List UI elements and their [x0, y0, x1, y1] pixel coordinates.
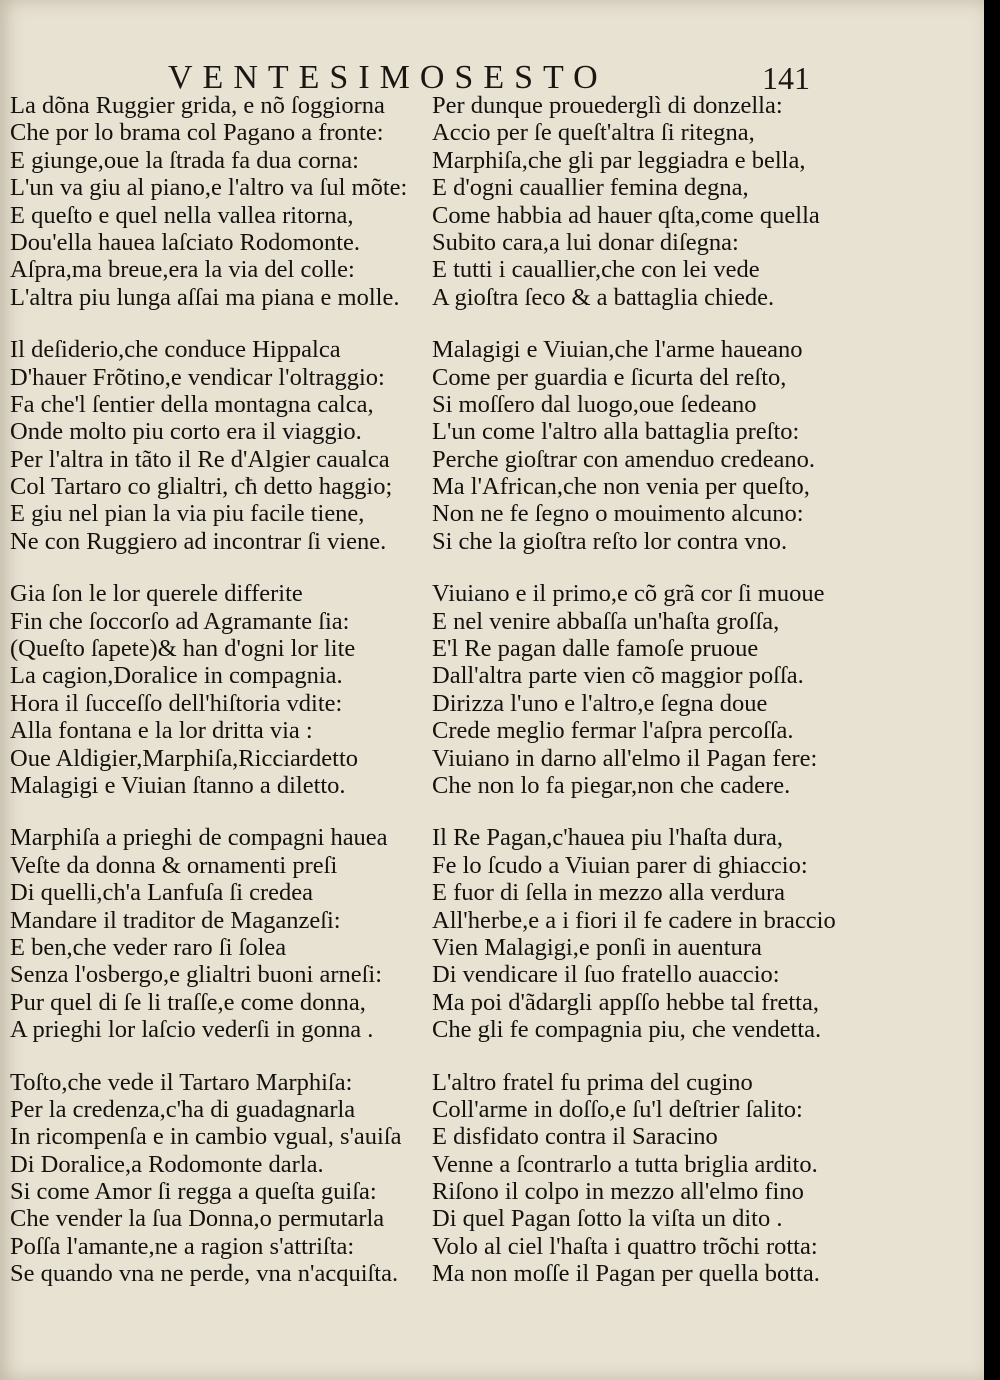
verse-line: Di vendicare il ſuo fratello auaccio: [432, 961, 780, 989]
verse-line: E d'ogni cauallier femina degna, [432, 174, 749, 202]
verse-line: La dõna Ruggier grida, e nõ ſoggiorna [10, 92, 385, 119]
verse-line: Accio per ſe queſt'altra ſi ritegna, [432, 119, 755, 147]
verse-line: L'altra piu lunga aſſai ma piana e molle. [10, 283, 400, 311]
verse-line: Per dunque prouederglì di donzella: [432, 92, 783, 119]
verse-line: Subito cara,a lui donar diſegna: [432, 228, 739, 256]
stanza [10, 336, 430, 555]
verse-line: Che vender la ſua Donna,o permutarla [10, 1205, 385, 1233]
verse-line: Di quel Pagan ſotto la viſta un dito . [432, 1205, 783, 1233]
verse-line: Come per guardia e ſicurta del reſto, [432, 363, 787, 391]
verse-line: Volo al ciel l'haſta i quattro trõchi rotta: [432, 1232, 818, 1260]
verse-line: All'herbe,e a i fiori il fe cadere in braccio [432, 906, 836, 934]
verse-line: Col Tartaro co glialtri, cħ detto haggio; [10, 473, 393, 501]
verse-line: L'un come l'altro alla battaglia preſto: [432, 418, 800, 446]
stanza [432, 824, 852, 1043]
verse-line: Di quelli,ch'a Lanfuſa ſi credea [10, 879, 314, 907]
verse-line: L'altro fratel fu prima del cugino [432, 1068, 753, 1096]
verse-line: A prieghi lor laſcio vederſi in gonna . [10, 1016, 374, 1044]
verse-line: Si moſſero dal luogo,oue ſedeano [432, 390, 757, 418]
stanza [10, 824, 430, 1043]
verse-line: Aſpra,ma breue,era la via del colle: [10, 256, 355, 284]
verse-line: Ma non moſſe il Pagan per quella botta. [432, 1260, 820, 1288]
verse-line: Ne con Ruggiero ad incontrar ſi viene. [10, 527, 387, 555]
stanza [10, 92, 430, 311]
verse-line: Viuiano in darno all'elmo il Pagan fere: [432, 744, 818, 772]
stanza [10, 1069, 430, 1288]
verse-line: Ma poi d'ãdargli appſſo hebbe tal fretta, [432, 988, 819, 1016]
verse-line: Gia ſon le lor querele differite [10, 580, 303, 608]
verse-line: E disfidato contra il Saracino [432, 1123, 718, 1151]
verse-line: Poſſa l'amante,ne a ragion s'attriſta: [10, 1232, 355, 1260]
verse-line: E ben,che veder raro ſi ſolea [10, 933, 287, 961]
verse-line: E queſto e quel nella vallea ritorna, [10, 201, 354, 229]
verse-line: Coll'arme in doſſo,e ſu'l deſtrier ſalito: [432, 1095, 803, 1123]
verse-line: Marphiſa a prieghi de compagni hauea [10, 824, 388, 852]
verse-line: Senza l'osbergo,e glialtri buoni arneſi: [10, 961, 383, 989]
right-column [432, 92, 852, 1313]
folio-number: 141 [762, 60, 810, 96]
verse-line: Hora il ſucceſſo dell'hiſtoria vdite: [10, 689, 343, 717]
verse-line: Crede meglio fermar l'aſpra percoſſa. [432, 717, 794, 745]
verse-line: Fa che'l ſentier della montagna calca, [10, 390, 374, 418]
verse-line: Di Doralice,a Rodomonte darla. [10, 1150, 324, 1178]
verse-line: Il deſiderio,che conduce Hippalca [10, 336, 341, 364]
verse-line: Ma l'African,che non venia per queſto, [432, 473, 810, 501]
verse-line: E giu nel pian la via piu facile tiene, [10, 500, 365, 528]
verse-line: Marphiſa,che gli par leggiadra e bella, [432, 146, 806, 174]
verse-line: Alla fontana e la lor dritta via : [10, 717, 313, 745]
verse-line: Toſto,che vede il Tartaro Marphiſa: [10, 1068, 353, 1096]
verse-line: Vien Malagigi,e ponſi in auentura [432, 933, 762, 961]
verse-line: Venne a ſcontrarlo a tutta briglia ardito. [432, 1150, 818, 1178]
verse-line: La cagion,Doralice in compagnia. [10, 662, 343, 690]
verse-line: Non ne fe ſegno o mouimento alcuno: [432, 500, 804, 528]
verse-line: Si come Amor ſi regga a queſta guiſa: [10, 1178, 377, 1206]
verse-line: E tutti i cauallier,che con lei vede [432, 256, 760, 284]
verse-line: Onde molto piu corto era il viaggio. [10, 418, 362, 446]
verse-line: E fuor di ſella in mezzo alla verdura [432, 879, 786, 907]
scan-border [984, 0, 1000, 1380]
verse-line: Malagigi e Viuian,che l'arme haueano [432, 336, 803, 364]
verse-line: E nel venire abbaſſa un'haſta groſſa, [432, 607, 780, 635]
verse-line: Viuiano e il primo,e cõ grã cor ſi muoue [432, 580, 825, 608]
running-title: VENTESIMOSESTO [168, 59, 608, 96]
stanza [432, 1069, 852, 1288]
verse-line: Che gli fe compagnia piu, che vendetta. [432, 1016, 822, 1044]
verse-line: Si che la gioſtra reſto lor contra vno. [432, 527, 788, 555]
stanza [432, 580, 852, 799]
left-column [10, 92, 430, 1313]
verse-line: Dirizza l'uno e l'altro,e ſegna doue [432, 689, 768, 717]
verse-line: Dou'ella hauea laſciato Rodomonte. [10, 228, 361, 256]
verse-line: Riſono il colpo in mezzo all'elmo fino [432, 1178, 804, 1206]
verse-line: D'hauer Frõtino,e vendicar l'oltraggio: [10, 363, 385, 391]
verse-line: Fe lo ſcudo a Viuian parer di ghiaccio: [432, 851, 808, 879]
verse-line: Dall'altra parte vien cõ maggior poſſa. [432, 662, 804, 690]
verse-line: In ricompenſa e in cambio vgual, s'auiſa [10, 1123, 402, 1151]
verse-line: Se quando vna ne perde, vna n'acquiſta. [10, 1260, 399, 1288]
verse-line: Mandare il traditor de Maganzeſi: [10, 906, 341, 934]
verse-line: Malagigi e Viuian ſtanno a diletto. [10, 771, 346, 799]
verse-line: L'un va giu al piano,e l'altro va ſul mõte: [10, 174, 408, 202]
verse-line: Che non lo fa piegar,non che cadere. [432, 771, 791, 799]
verse-line: Per l'altra in tãto il Re d'Algier caualca [10, 445, 390, 473]
verse-line: (Queſto ſapete)& han d'ogni lor lite [10, 635, 356, 663]
stanza [10, 580, 430, 799]
stanza [432, 92, 852, 311]
verse-line: Pur quel di ſe li traſſe,e come donna, [10, 988, 366, 1016]
verse-line: E giunge,oue la ſtrada fa dua corna: [10, 146, 359, 174]
verse-line: Il Re Pagan,c'hauea piu l'haſta dura, [432, 824, 784, 852]
verse-line: A gioſtra ſeco & a battaglia chiede. [432, 283, 775, 311]
stanza [432, 336, 852, 555]
verse-line: Come habbia ad hauer qſta,come quella [432, 201, 820, 229]
verse-line: Fin che ſoccorſo ad Agramante ſia: [10, 607, 350, 635]
verse-line: Che por lo brama col Pagano a fronte: [10, 119, 384, 147]
verse-line: E'l Re pagan dalle famoſe pruoue [432, 635, 759, 663]
verse-line: Veſte da donna & ornamenti preſi [10, 851, 338, 879]
verse-line: Perche gioſtrar con amenduo credeano. [432, 445, 815, 473]
verse-line: Oue Aldigier,Marphiſa,Ricciardetto [10, 744, 359, 772]
verse-line: Per la credenza,c'ha di guadagnarla [10, 1095, 356, 1123]
